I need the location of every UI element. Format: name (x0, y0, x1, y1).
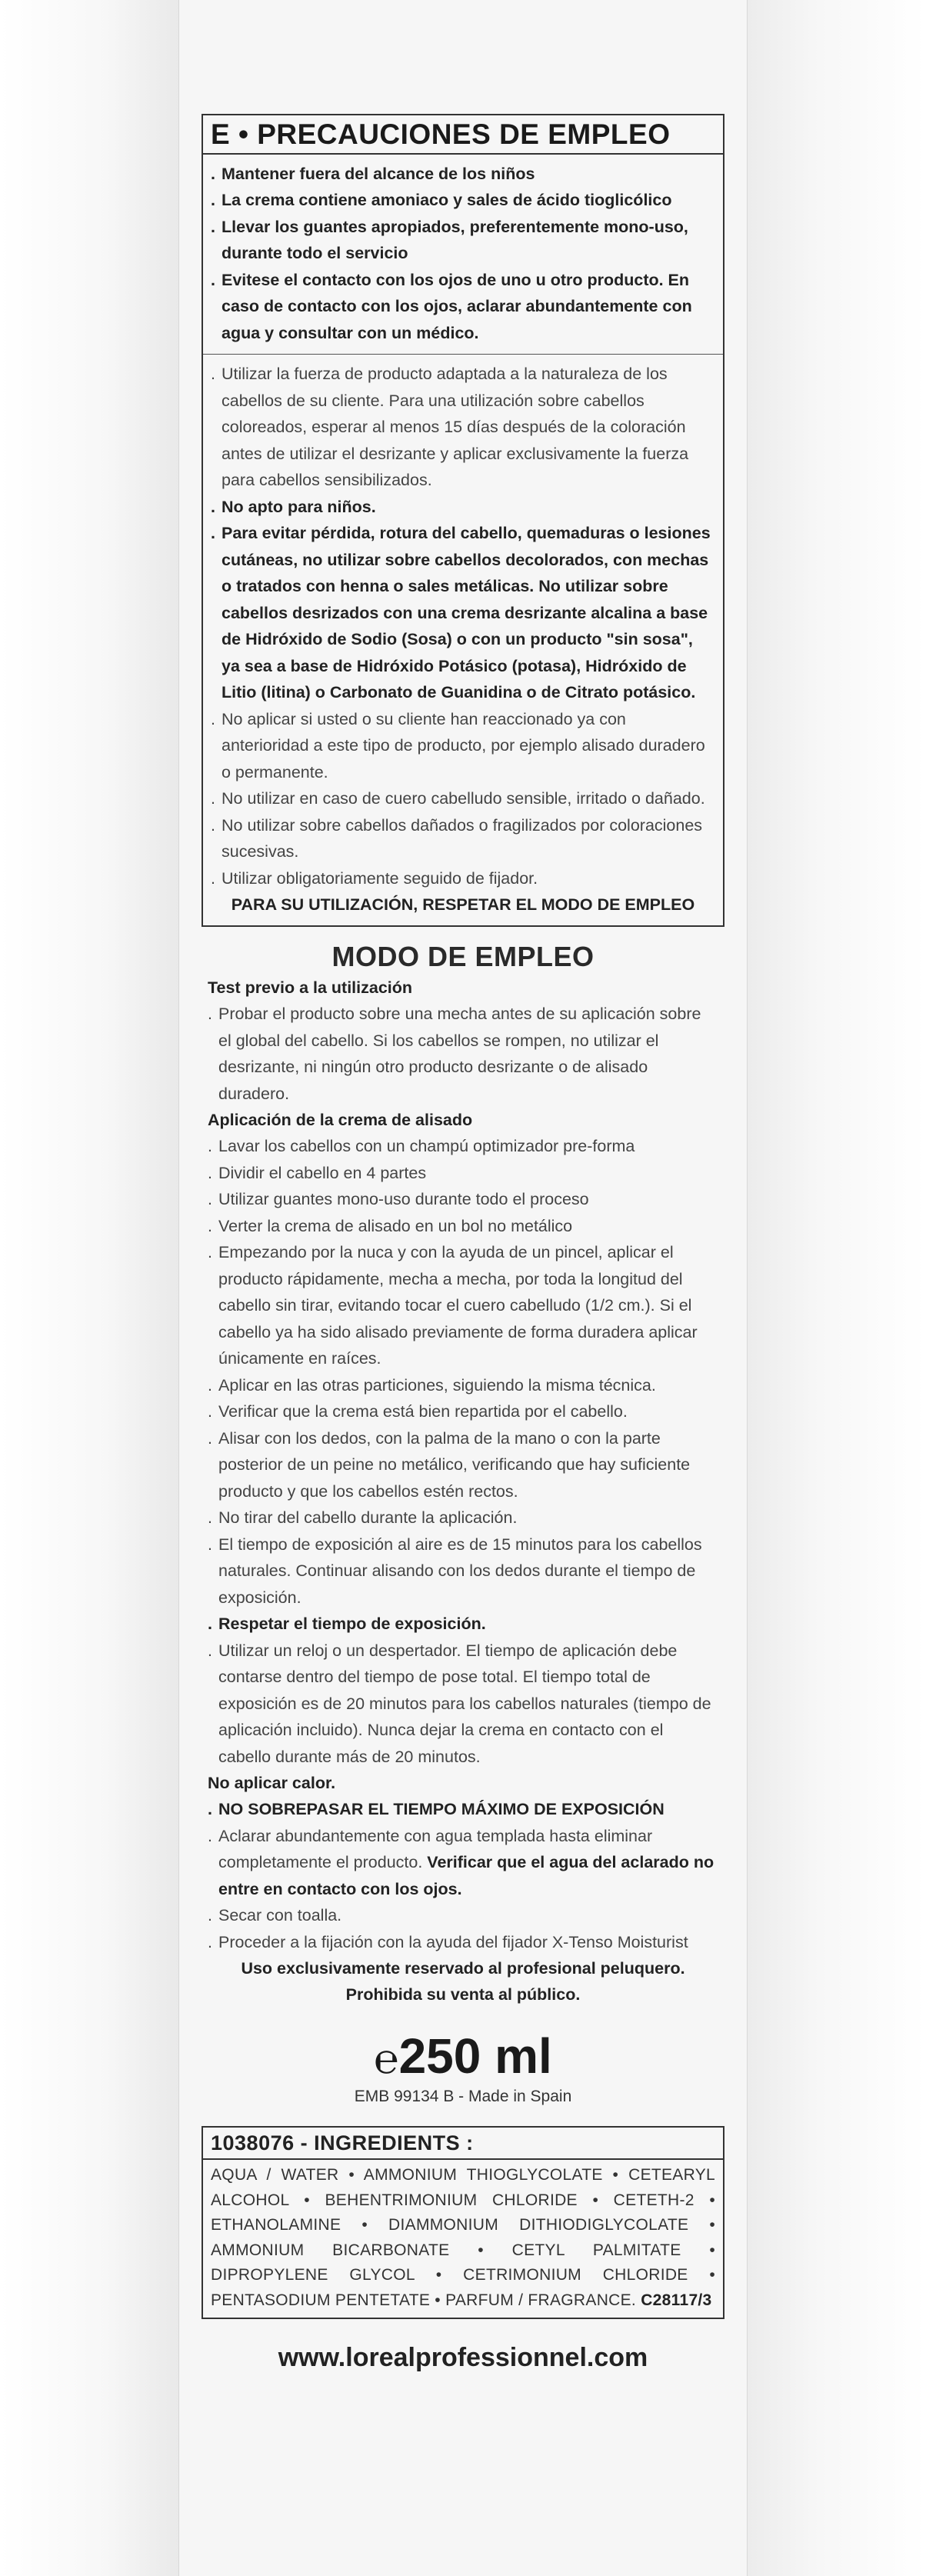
volume-value: 250 ml (398, 2028, 552, 2084)
precaution-item: . Utilizar obligatoriamente seguido de fijador. (211, 868, 538, 888)
step-item: . Aclarar abundantemente con agua templada hasta eliminar completamente el producto. Verificar que el agua del aclarado no entre en contacto con los ojos. (208, 1826, 714, 1898)
profesional-line-1: Uso exclusivamente reservado al profesional peluquero. (241, 1959, 685, 1978)
precaution-bold-item: . Evitese el contacto con los ojos de uno u otro producto. En caso de contacto con los ojos, aclarar abundantemente con agua y consultar con un médico. (211, 270, 692, 342)
precaution-bold-item: . La crema contiene amoniaco y sales de ácido tioglicólico (211, 191, 672, 210)
precaution-bold-item: . Llevar los guantes apropiados, preferentemente mono-uso, durante todo el servicio (211, 217, 688, 263)
modo-section (202, 975, 724, 2008)
precautions-box (202, 114, 724, 927)
step-item: . No tirar del cabello durante la aplicación. (208, 1508, 518, 1528)
ingredients-box (202, 2126, 724, 2319)
package-text (202, 114, 724, 2374)
precaution-item: . No apto para niños. (211, 497, 376, 516)
steps-list (208, 1133, 718, 1770)
step-item: . Proceder a la fijación con la ayuda del fijador X-Tenso Moisturist (208, 1932, 688, 1951)
ingredients-list: AQUA / WATER • AMMONIUM THIOGLYCOLATE • CETEARYL ALCOHOL • BEHENTRIMONIUM CHLORIDE • CETETH-2 • ETHANOLAMINE • DIAMMONIUM DITHIODIGLYCOLATE • AMMONIUM BICARBONATE • CETYL PALMITATE • DIPROPYLENE GLYCOL • CETRIMONIUM CHLORIDE • PENTASODIUM PENTETATE • PARFUM / FRAGRANCE. (211, 2166, 715, 2309)
precaution-bold-item: . Mantener fuera del alcance de los niños (211, 164, 535, 183)
volume (202, 2029, 724, 2086)
website: www.lorealprofessionnel.com (278, 2343, 648, 2373)
step-item: . Utilizar guantes mono-uso durante todo el proceso (208, 1190, 589, 1209)
aplicacion-heading: Aplicación de la crema de alisado (208, 1111, 473, 1130)
test-heading: Test previo a la utilización (208, 978, 413, 998)
ingredients-header: 1038076 - INGREDIENTS : (203, 2128, 723, 2160)
step-item: . Verificar que la crema está bien repartida por el cabello. (208, 1402, 628, 1421)
step-item: . El tiempo de exposición al aire es de 15 minutos para los cabellos naturales. Continuar alisando con los dedos durante el tiempo de exposición. (208, 1535, 702, 1607)
profesional-line-2: Prohibida su venta al público. (345, 1985, 581, 2004)
step-item: . Dividir el cabello en 4 partes (208, 1163, 427, 1182)
precautions-title: E • PRECAUCIONES DE EMPLEO (203, 115, 723, 155)
precaution-item: . Para evitar pérdida, rotura del cabello, quemaduras o lesiones cutáneas, no utilizar sobre cabellos decolorados, con mechas o tratados con henna o sales metálicas. No utilizar sobre cabellos desrizados con una crema desrizante alcalina a base de Hidróxido de Sodio (Sosa) o con un producto "sin sosa", ya sea a base de Hidróxido Potásico (potasa), Hidróxido de Litio (litina) o Carbonato de Guanidina o de Citrato potásico. (211, 524, 711, 702)
ingredients-code: C28117/3 (641, 2291, 712, 2309)
steps2-list (208, 1796, 718, 1955)
modo-title: MODO DE EMPLEO (331, 941, 595, 973)
precaution-item: . No utilizar sobre cabellos dañados o fragilizados por coloraciones sucesivas. (211, 815, 703, 861)
no-calor: No aplicar calor. (208, 1774, 336, 1793)
step-item: . Utilizar un reloj o un despertador. El tiempo de aplicación debe contarse dentro del tiempo de pose total. El tiempo total de exposición es de 20 minutos para los cabellos naturales (tiempo de aplicación incluido). Nunca dejar la crema en contacto con el cabello durante más de 20 minutos. (208, 1641, 711, 1766)
box-side-right (748, 0, 926, 2576)
precautions-list-wrap (203, 355, 723, 925)
precautions-list (211, 361, 715, 891)
precaution-item: . No utilizar en caso de cuero cabelludo sensible, irritado o dañado. (211, 789, 705, 808)
step-item: . Respetar el tiempo de exposición. (208, 1615, 486, 1634)
estimated-sign-icon: ℮ (374, 2036, 399, 2083)
precautions-bold-list (203, 155, 723, 355)
test-item: . Probar el producto sobre una mecha antes de su aplicación sobre el global del cabello. Si los cabellos se rompen, no utilizar el desrizante, ni ningún otro producto desrizante o de alisado duradero. (208, 1005, 701, 1103)
emb-code: EMB 99134 B - Made in Spain (354, 2088, 572, 2106)
step-item: . Alisar con los dedos, con la palma de la mano o con la parte posterior de un peine no metálico, verificando que hay suficiente producto y que los cabellos estén rectos. (208, 1428, 691, 1501)
precaution-item: . No aplicar si usted o su cliente han reaccionado ya con anterioridad a este tipo de producto, por ejemplo alisado duradero o permanente. (211, 709, 705, 781)
ingredients-text (203, 2160, 723, 2318)
step-item: . Empezando por la nuca y con la ayuda de un pincel, aplicar el producto rápidamente, mecha a mecha, por toda la longitud del cabello sin tirar, evitando tocar el cuero cabelludo (1/2 cm.). Si el cabello ya ha sido alisado previamente de forma duradera aplicar únicamente en raíces. (208, 1243, 698, 1368)
step-item: . Lavar los cabellos con un champú optimizador pre-forma (208, 1137, 635, 1156)
step-item: . Verter la crema de alisado en un bol no metálico (208, 1216, 573, 1235)
precaution-item: . Utilizar la fuerza de producto adaptada a la naturaleza de los cabellos de su cliente. Para una utilización sobre cabellos coloreados, esperar al menos 15 días después de la coloración antes de utilizar el desrizante y aplicar exclusivamente la fuerza para cabellos sensibilizados. (211, 365, 689, 490)
step-item: . Aplicar en las otras particiones, siguiendo la misma técnica. (208, 1375, 656, 1395)
box-side-left (0, 0, 178, 2576)
step-item: . Secar con toalla. (208, 1906, 342, 1925)
step-item: . NO SOBREPASAR EL TIEMPO MÁXIMO DE EXPOSICIÓN (208, 1800, 665, 1819)
precautions-footer: PARA SU UTILIZACIÓN, RESPETAR EL MODO DE EMPLEO (231, 895, 695, 915)
